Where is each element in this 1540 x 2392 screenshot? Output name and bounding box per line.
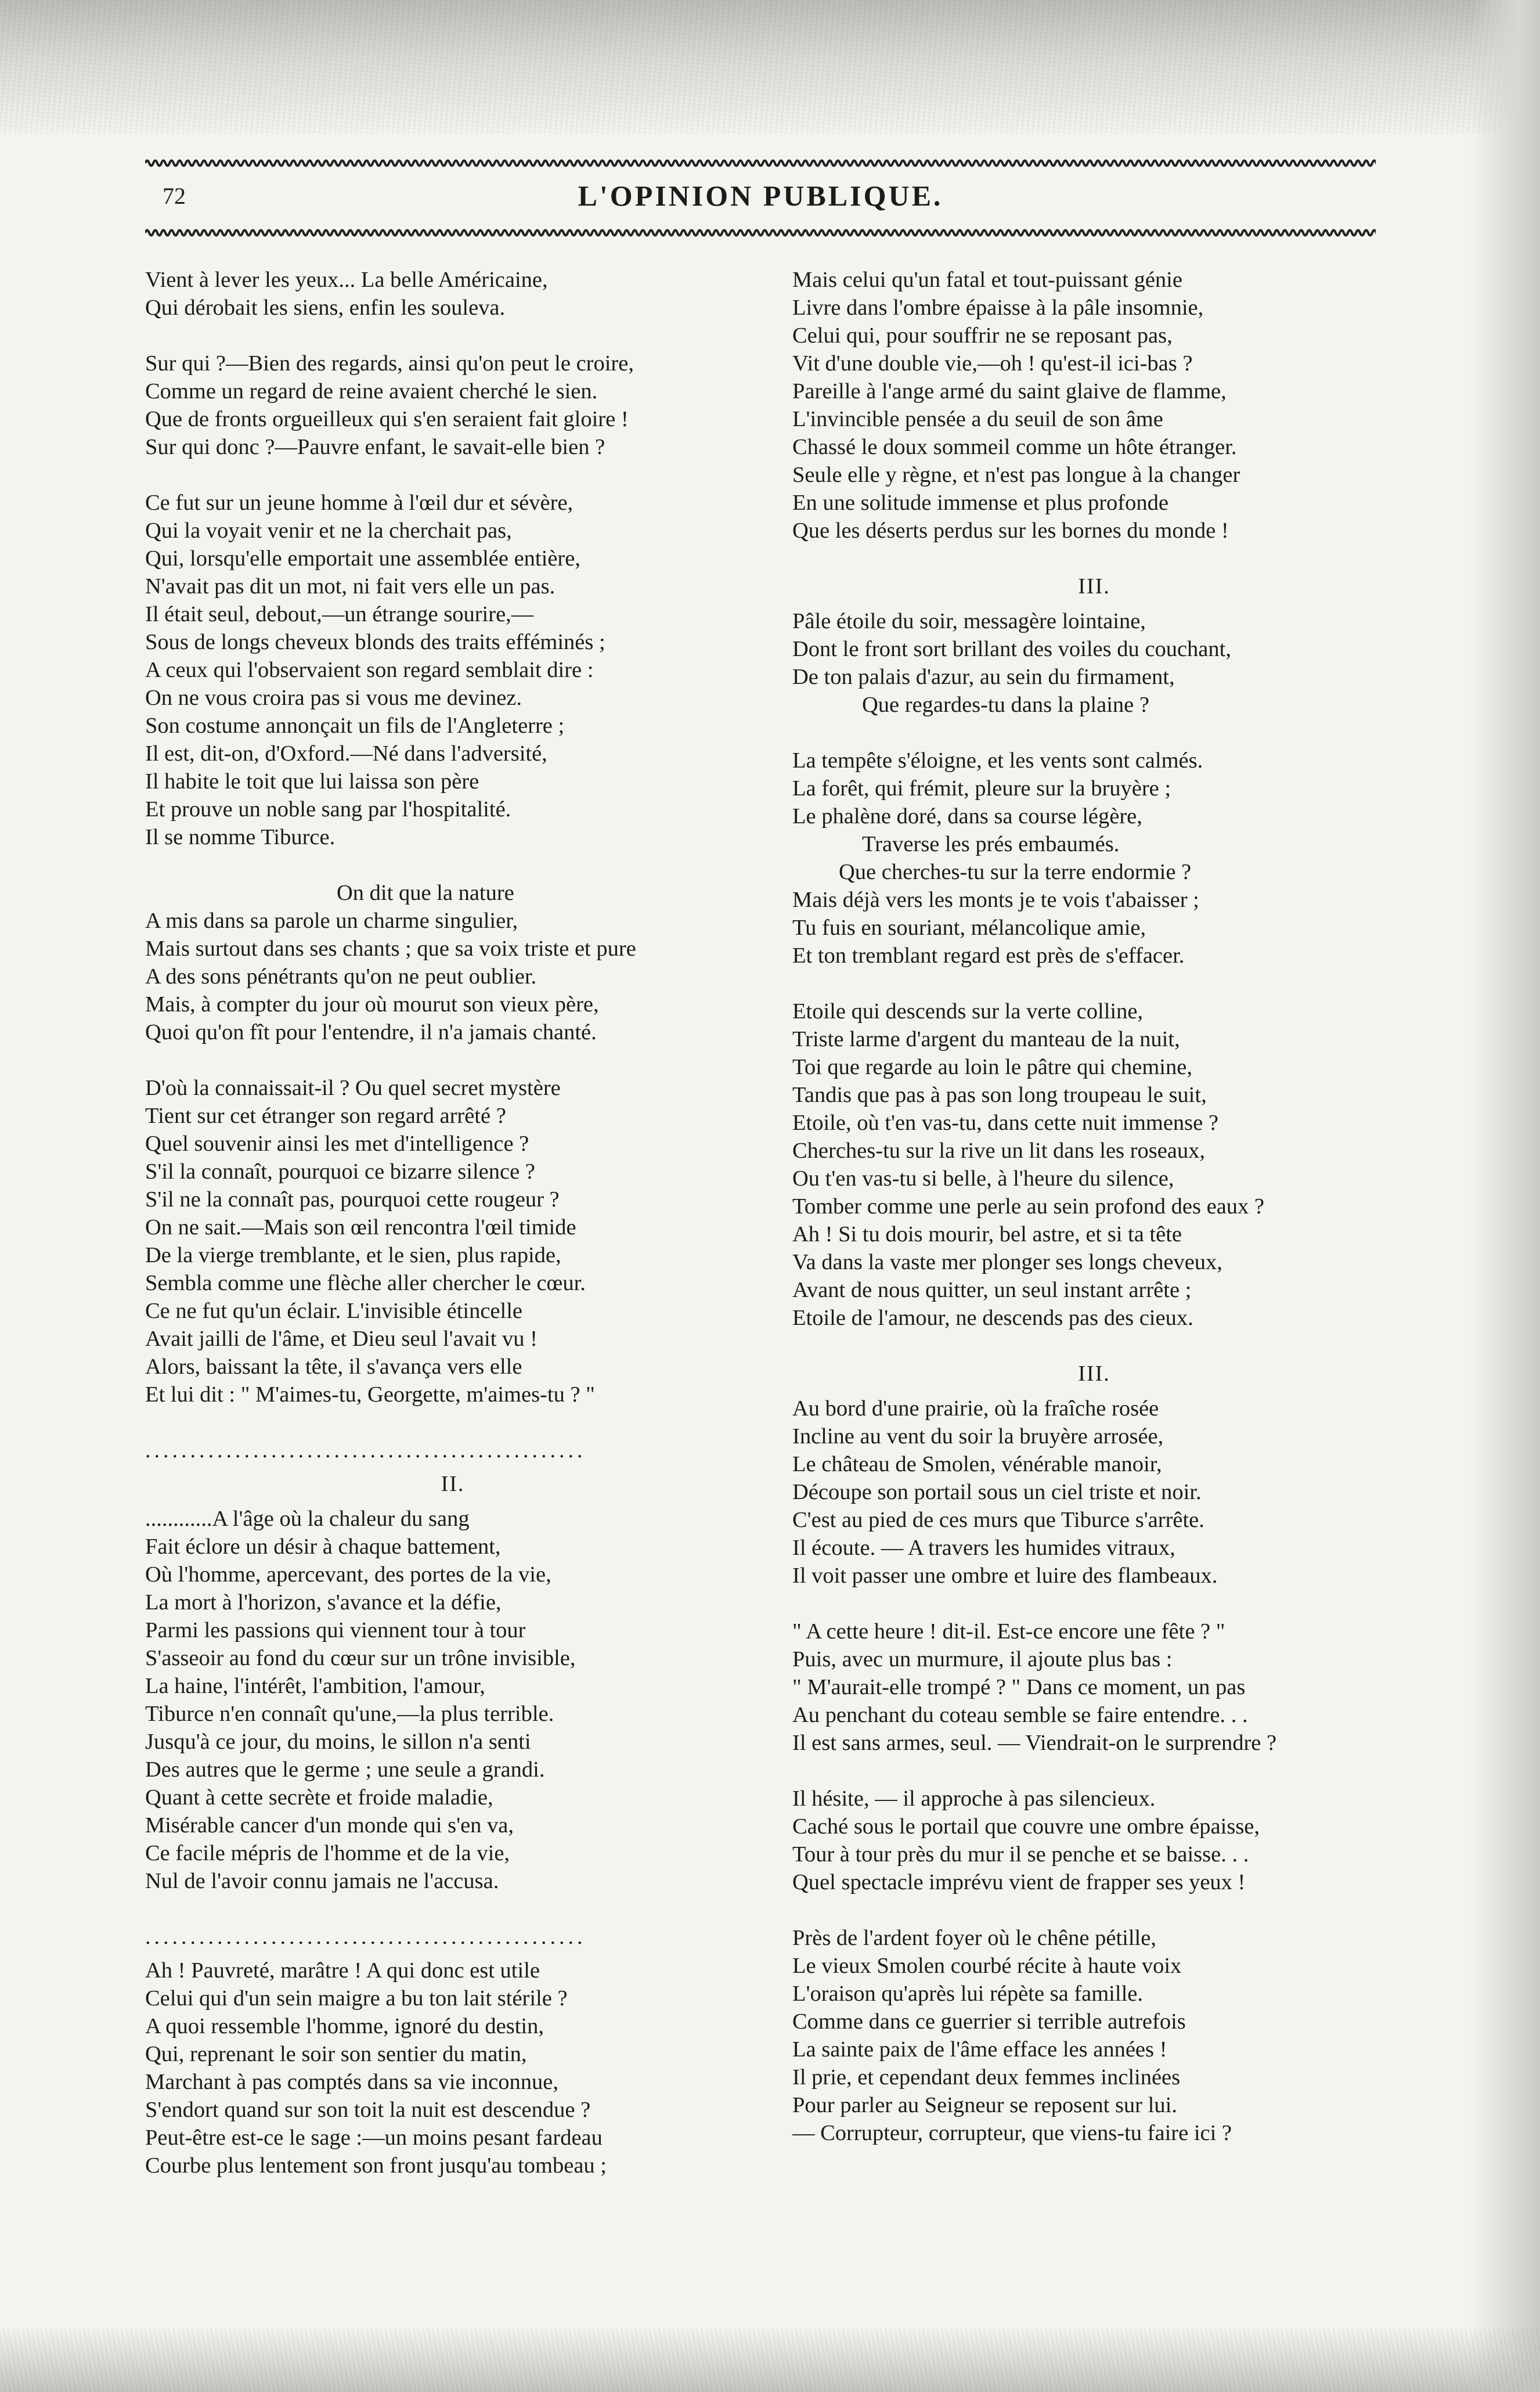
- right-column-stanza: [792, 1924, 1396, 2147]
- verse-line: Découpe son portail sous un ciel triste et noir.: [792, 1480, 1202, 1504]
- verse-line: S'endort quand sur son toit la nuit est descendue ?: [145, 2098, 591, 2122]
- verse-line: S'il ne la connaît pas, pourquoi cette rougeur ?: [145, 1187, 560, 1212]
- verse-line: Celui qui, pour souffrir ne se reposant pas,: [792, 323, 1173, 348]
- verse-line: Cherches-tu sur la rive un lit dans les roseaux,: [792, 1139, 1205, 1163]
- verse-line: Caché sous le portail que couvre une ombre épaisse,: [792, 1814, 1260, 1839]
- paper-scan-edge-top: [0, 0, 1540, 134]
- right-column-stanza: [792, 747, 1396, 970]
- verse-line: A quoi ressemble l'homme, ignoré du destin,: [145, 2014, 544, 2038]
- verse-line: Peut-être est-ce le sage :—un moins pesant fardeau: [145, 2126, 603, 2150]
- verse-line: Le phalène doré, dans sa course légère,: [792, 804, 1142, 828]
- dotted-separator: .................................................: [145, 1925, 586, 1949]
- paper-scan-edge-bottom: [0, 2328, 1540, 2392]
- verse-line: Jusqu'à ce jour, du moins, le sillon n'a senti: [145, 1730, 531, 1754]
- verse-line: Il se nomme Tiburce.: [145, 825, 336, 849]
- verse-line: Celui qui d'un sein maigre a bu ton lait stérile ?: [145, 1986, 568, 2011]
- verse-line: " M'aurait-elle trompé ? " Dans ce moment, un pas: [792, 1675, 1246, 1699]
- verse-line: Parmi les passions qui viennent tour à tour: [145, 1618, 526, 1642]
- left-column-stanza: [145, 879, 760, 1046]
- verse-line: Des autres que le germe ; une seule a grandi.: [145, 1757, 545, 1782]
- verse-line: Ce fut sur un jeune homme à l'œil dur et sévère,: [145, 491, 574, 515]
- verse-line: Il était seul, debout,—un étrange sourire,—: [145, 602, 534, 626]
- verse-line: Mais surtout dans ses chants ; que sa voix triste et pure: [145, 936, 636, 961]
- verse-line: Au penchant du coteau semble se faire entendre. . .: [792, 1703, 1248, 1727]
- verse-line: Dont le front sort brillant des voiles du couchant,: [792, 637, 1231, 661]
- verse-line: L'invincible pensée a du seuil de son âme: [792, 407, 1163, 431]
- verse-line: Marchant à pas comptés dans sa vie inconnue,: [145, 2070, 559, 2094]
- verse-line: La sainte paix de l'âme efface les années !: [792, 2037, 1167, 2062]
- verse-line: L'oraison qu'après lui répète sa famille.: [792, 1982, 1143, 2006]
- right-column-stanza: [792, 997, 1396, 1332]
- left-text-column: [145, 266, 760, 2207]
- verse-line: Le vieux Smolen courbé récite à haute voix: [792, 1954, 1182, 1978]
- verse-line: Son costume annonçait un fils de l'Angleterre ;: [145, 714, 565, 738]
- verse-line: Fait éclore un désir à chaque battement,: [145, 1534, 501, 1559]
- verse-line: Comme un regard de reine avaient cherché le sien.: [145, 379, 598, 404]
- verse-line: Ce facile mépris de l'homme et de la vie,: [145, 1841, 510, 1865]
- verse-line: C'est au pied de ces murs que Tiburce s'arrête.: [792, 1508, 1204, 1532]
- section-heading: III.: [1078, 574, 1110, 599]
- verse-line: Au bord d'une prairie, où la fraîche rosée: [792, 1396, 1159, 1421]
- verse-line: Traverse les prés embaumés.: [862, 832, 1120, 856]
- verse-line: Et prouve un noble sang par l'hospitalité.: [145, 797, 511, 822]
- verse-line: Il est, dit-on, d'Oxford.—Né dans l'adversité,: [145, 741, 547, 766]
- verse-line: Avait jailli de l'âme, et Dieu seul l'avait vu !: [145, 1327, 538, 1351]
- verse-line: Incline au vent du soir la bruyère arrosée,: [792, 1424, 1164, 1449]
- verse-line: Courbe plus lentement son front jusqu'au tombeau ;: [145, 2153, 607, 2178]
- verse-line: Ou t'en vas-tu si belle, à l'heure du silence,: [792, 1166, 1174, 1191]
- left-column-stanza: [145, 489, 760, 851]
- verse-line: Vit d'une double vie,—oh ! qu'est-il ici-bas ?: [792, 351, 1193, 376]
- verse-line: Puis, avec un murmure, il ajoute plus bas :: [792, 1647, 1173, 1671]
- paper-scan-edge-right: [1470, 0, 1540, 2392]
- ornamental-wavy-rule-top: [145, 157, 1376, 170]
- verse-line: Avant de nous quitter, un seul instant arrête ;: [792, 1278, 1192, 1302]
- verse-line: Que les déserts perdus sur les bornes du monde !: [792, 518, 1229, 543]
- verse-line: Sembla comme une flèche aller chercher le cœur.: [145, 1271, 586, 1295]
- verse-line: Et ton tremblant regard est près de s'effacer.: [792, 943, 1185, 968]
- left-column-stanza: [145, 1074, 760, 1408]
- left-column-stanza: [145, 266, 760, 322]
- verse-line: Il habite le toit que lui laissa son père: [145, 769, 479, 794]
- verse-line: Il écoute. — A travers les humides vitraux,: [792, 1536, 1175, 1560]
- verse-line: Tu fuis en souriant, mélancolique amie,: [792, 916, 1146, 940]
- verse-line: Que cherches-tu sur la terre endormie ?: [839, 860, 1192, 884]
- verse-line: A des sons pénétrants qu'on ne peut oublier.: [145, 964, 537, 989]
- verse-line: N'avait pas dit un mot, ni fait vers elle un pas.: [145, 574, 556, 599]
- verse-line: Tandis que pas à pas son long troupeau le suit,: [792, 1083, 1207, 1107]
- verse-line: La haine, l'intérêt, l'ambition, l'amour,: [145, 1674, 485, 1698]
- verse-line: Ce ne fut qu'un éclair. L'invisible étincelle: [145, 1299, 522, 1323]
- verse-line: Etoile qui descends sur la verte colline,: [792, 999, 1144, 1024]
- verse-line: Va dans la vaste mer plonger ses longs cheveux,: [792, 1250, 1222, 1274]
- verse-line: Tour à tour près du mur il se penche et se baisse. . .: [792, 1842, 1249, 1867]
- verse-line: " A cette heure ! dit-il. Est-ce encore une fête ? ": [792, 1619, 1225, 1644]
- verse-line: Mais, à compter du jour où mourut son vieux père,: [145, 992, 599, 1017]
- right-column-stanza: [792, 1395, 1396, 1590]
- verse-line: A mis dans sa parole un charme singulier,: [145, 909, 518, 933]
- verse-line: Triste larme d'argent du manteau de la nuit,: [792, 1027, 1180, 1051]
- verse-line: De la vierge tremblante, et le sien, plus rapide,: [145, 1243, 561, 1267]
- verse-line: Sur qui donc ?—Pauvre enfant, le savait-elle bien ?: [145, 435, 605, 459]
- left-column-stanza: [145, 1505, 760, 1895]
- ornamental-wavy-rule-bottom: [145, 226, 1376, 239]
- verse-line: Vient à lever les yeux... La belle Américaine,: [145, 268, 548, 292]
- left-column-stanza: [145, 1957, 760, 2180]
- verse-line: Où l'homme, apercevant, des portes de la vie,: [145, 1562, 551, 1587]
- verse-line: Sous de longs cheveux blonds des traits efféminés ;: [145, 630, 605, 654]
- verse-line: Il prie, et cependant deux femmes inclinées: [792, 2065, 1181, 2090]
- verse-line: Quel souvenir ainsi les met d'intelligence ?: [145, 1132, 529, 1156]
- verse-line: Pâle étoile du soir, messagère lointaine,: [792, 609, 1146, 633]
- verse-line: Ah ! Si tu dois mourir, bel astre, et si ta tête: [792, 1222, 1182, 1247]
- verse-line: On ne sait.—Mais son œil rencontra l'œil timide: [145, 1215, 576, 1240]
- verse-line: Que regardes-tu dans la plaine ?: [862, 693, 1149, 717]
- verse-line: La forêt, qui frémit, pleure sur la bruyère ;: [792, 776, 1171, 801]
- verse-line: La tempête s'éloigne, et les vents sont calmés.: [792, 748, 1203, 773]
- right-column-stanza: [792, 607, 1396, 719]
- verse-line: ............A l'âge où la chaleur du sang: [145, 1507, 470, 1531]
- verse-line: Seule elle y règne, et n'est pas longue à la changer: [792, 463, 1240, 487]
- verse-line: Tiburce n'en connaît qu'une,—la plus terrible.: [145, 1702, 554, 1726]
- section-heading: II.: [441, 1472, 465, 1496]
- verse-line: D'où la connaissait-il ? Ou quel secret mystère: [145, 1076, 561, 1100]
- verse-line: Livre dans l'ombre épaisse à la pâle insomnie,: [792, 296, 1204, 320]
- verse-line: Qui, reprenant le soir son sentier du matin,: [145, 2042, 527, 2066]
- verse-line: Pour parler au Seigneur se reposent sur lui.: [792, 2093, 1177, 2117]
- right-text-column: [792, 266, 1396, 2175]
- verse-line: Et lui dit : " M'aimes-tu, Georgette, m'aimes-tu ? ": [145, 1382, 595, 1407]
- left-column-stanza: [145, 350, 760, 461]
- verse-line: S'asseoir au fond du cœur sur un trône invisible,: [145, 1646, 576, 1670]
- verse-line: Qui dérobait les siens, enfin les souleva.: [145, 296, 506, 320]
- page-header: [145, 157, 1376, 244]
- verse-line: Quant à cette secrète et froide maladie,: [145, 1785, 493, 1810]
- verse-line: Nul de l'avoir connu jamais ne l'accusa.: [145, 1869, 499, 1893]
- section-heading: III.: [1078, 1361, 1110, 1386]
- verse-line: Près de l'ardent foyer où le chêne pétille,: [792, 1926, 1156, 1950]
- verse-line: Qui, lorsqu'elle emportait une assemblée entière,: [145, 546, 580, 571]
- verse-line: Sur qui ?—Bien des regards, ainsi qu'on peut le croire,: [145, 351, 634, 376]
- right-column-stanza: [792, 1785, 1396, 1896]
- verse-line: A ceux qui l'observaient son regard semblait dire :: [145, 658, 594, 682]
- verse-line: En une solitude immense et plus profonde: [792, 491, 1168, 515]
- journal-title: L'OPINION PUBLIQUE.: [578, 179, 943, 212]
- verse-line: On dit que la nature: [337, 881, 514, 905]
- verse-line: Il voit passer une ombre et luire des flambeaux.: [792, 1564, 1218, 1588]
- verse-line: La mort à l'horizon, s'avance et la défie,: [145, 1590, 502, 1615]
- page-number: 72: [163, 183, 186, 209]
- verse-line: Etoile, où t'en vas-tu, dans cette nuit immense ?: [792, 1111, 1218, 1135]
- verse-line: S'il la connaît, pourquoi ce bizarre silence ?: [145, 1159, 535, 1184]
- verse-line: De ton palais d'azur, au sein du firmament,: [792, 665, 1175, 689]
- verse-line: Mais celui qu'un fatal et tout-puissant génie: [792, 268, 1182, 292]
- verse-line: Il hésite, — il approche à pas silencieux.: [792, 1786, 1156, 1811]
- verse-line: Tient sur cet étranger son regard arrêté ?: [145, 1104, 506, 1128]
- verse-line: Qui la voyait venir et ne la cherchait pas,: [145, 518, 512, 543]
- verse-line: — Corrupteur, corrupteur, que viens-tu faire ici ?: [792, 2121, 1232, 2145]
- right-column-stanza: [792, 266, 1396, 545]
- dotted-separator: .................................................: [145, 1438, 586, 1462]
- verse-line: Que de fronts orgueilleux qui s'en seraient fait gloire !: [145, 407, 629, 431]
- verse-line: Pareille à l'ange armé du saint glaive de flamme,: [792, 379, 1227, 404]
- verse-line: Etoile de l'amour, ne descends pas des cieux.: [792, 1306, 1193, 1330]
- verse-line: Comme dans ce guerrier si terrible autrefois: [792, 2009, 1186, 2034]
- verse-line: Le château de Smolen, vénérable manoir,: [792, 1452, 1162, 1476]
- verse-line: Alors, baissant la tête, il s'avança vers elle: [145, 1354, 522, 1379]
- right-column-stanza: [792, 1618, 1396, 1757]
- verse-line: Tomber comme une perle au sein profond des eaux ?: [792, 1194, 1264, 1219]
- verse-line: Mais déjà vers les monts je te vois t'abaisser ;: [792, 888, 1199, 912]
- verse-line: Quoi qu'on fît pour l'entendre, il n'a jamais chanté.: [145, 1020, 597, 1044]
- verse-line: Il est sans armes, seul. — Viendrait-on le surprendre ?: [792, 1731, 1277, 1755]
- verse-line: Chassé le doux sommeil comme un hôte étranger.: [792, 435, 1237, 459]
- verse-line: Toi que regarde au loin le pâtre qui chemine,: [792, 1055, 1192, 1079]
- verse-line: Misérable cancer d'un monde qui s'en va,: [145, 1813, 514, 1838]
- verse-line: On ne vous croira pas si vous me devinez.: [145, 686, 522, 710]
- verse-line: Quel spectacle imprévu vient de frapper ses yeux !: [792, 1870, 1246, 1894]
- verse-line: Ah ! Pauvreté, marâtre ! A qui donc est utile: [145, 1958, 540, 1983]
